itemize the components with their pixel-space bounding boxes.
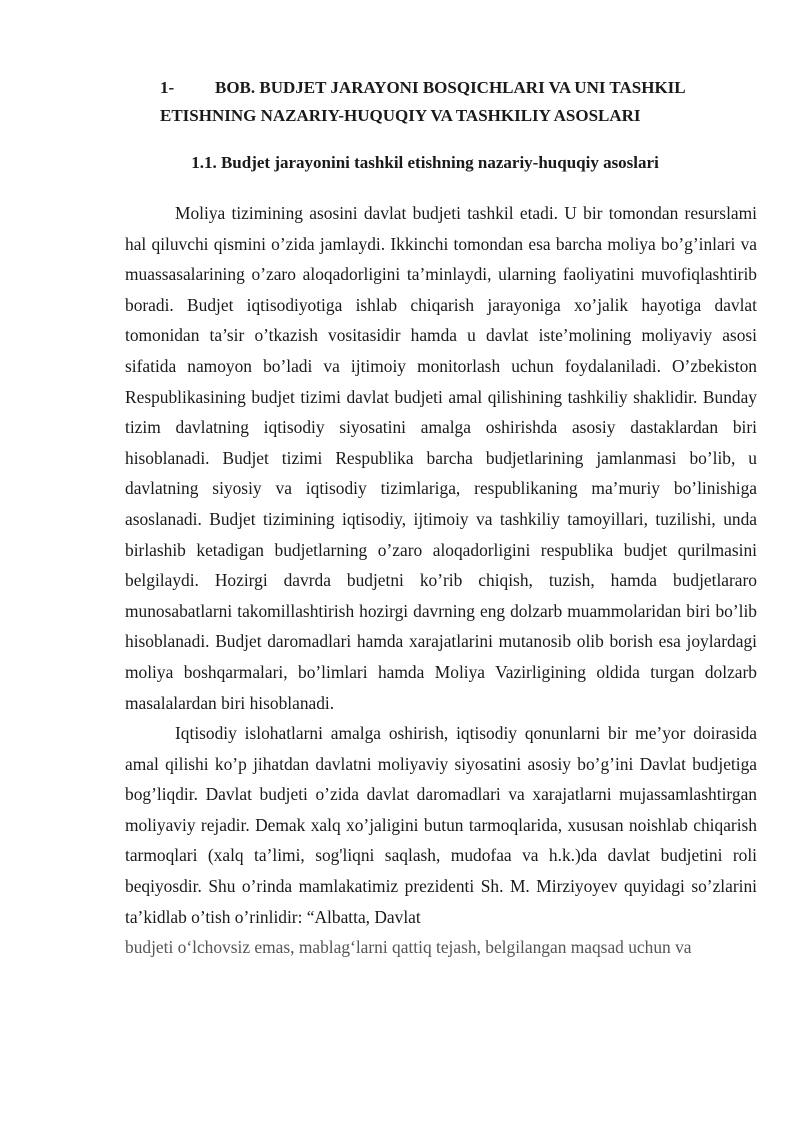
quote-continuation: budjeti o‘lchovsiz emas, mablag‘larni qattiq tejash, belgilangan maqsad uchun va xyxy=(125,937,692,958)
chapter-number: 1- xyxy=(160,78,175,97)
chapter-title-line1: BOB. BUDJET JARAYONI BOSQICHLARI VA UNI TASHKIL xyxy=(215,78,686,97)
section-title: 1.1. Budjet jarayonini tashkil etishning nazariy-huquqiy asoslari xyxy=(191,153,659,172)
chapter-title xyxy=(160,74,760,130)
paragraph-2: Iqtisodiy islohatlarni amalga oshirish, iqtisodiy qonunlarni bir me’yor doirasida amal qilishi ko’p jihatdan davlatni moliyaviy siyosatini asosiy bo’g’ini Davlat budjetiga bog’liqdir. Davlat budjeti o’zida davlat daromadlari va xarajatlarni mujassamlashtirgan moliyaviy rejadir. Demak xalq xo’jaligini butun tarmoqlarida, xususan noishlab chiqarish tarmoqlari (xalq ta’limi, sog'liqni saqlash, mudofaa va h.k.)da davlat budjetini roli beqiyosdir. Shu o’rinda mamlakatimiz prezidenti Sh. M. Mirziyoyev quyidagi so’zlarini ta’kidlab o’tish o’rinlidir: “Albatta, Davlat xyxy=(125,723,757,927)
body-text xyxy=(125,198,757,963)
paragraph-1: Moliya tizimining asosini davlat budjeti tashkil etadi. U bir tomondan resurslami hal qiluvchi qismini o’zida jamlaydi. Ikkinchi tomondan esa barcha moliya bo’g’inlari va muassasalarining o’zaro aloqadorligini ta’minlaydi, ularning faoliyatini muvofiqlashtirib boradi. Budjet iqtisodiyotiga ishlab chiqarish jarayoniga xo’jalik hayotiga davlat tomonidan ta’sir o’tkazish vositasidir hamda u davlat iste’molining moliyaviy asosi sifatida namoyon bo’ladi va ijtimoiy monitorlash uchun foydalaniladi. O’zbekiston Respublikasining budjet tizimi davlat budjeti amal qilishining tashkiliy shaklidir. Bunday tizim davlatning iqtisodiy siyosatini amalga oshirishda asosiy dastaklardan biri hisoblanadi. Budjet tizimi Respublika barcha budjetlarining jamlanmasi bo’lib, u davlatning siyosiy va iqtisodiy tizimlariga, respublikaning ma’muriy bo’linishiga asoslanadi. Budjet tizimining iqtisodiy, ijtimoiy va tashkiliy tamoyillari, tuzilishi, unda birlashib ketadigan budjetlarning o’zaro aloqadorligini respublika budjet qurilmasini belgilaydi. Hozirgi davrda budjetni ko’rib chiqish, tuzish, hamda budjetlararo munosabatlarni takomillashtirish hozirgi davrning eng dolzarb muammolaridan biri bo’lib hisoblanadi. Budjet daromadlari hamda xarajatlarini mutanosib olib borish esa joylardagi moliya boshqarmalari, bo’limlari hamda Moliya Vazirligining oldida turgan dolzarb masalalardan biri hisoblanadi. xyxy=(125,203,757,713)
chapter-title-line2: ETISHNING NAZARIY-HUQUQIY VA TASHKILIY ASOSLARI xyxy=(160,106,641,125)
